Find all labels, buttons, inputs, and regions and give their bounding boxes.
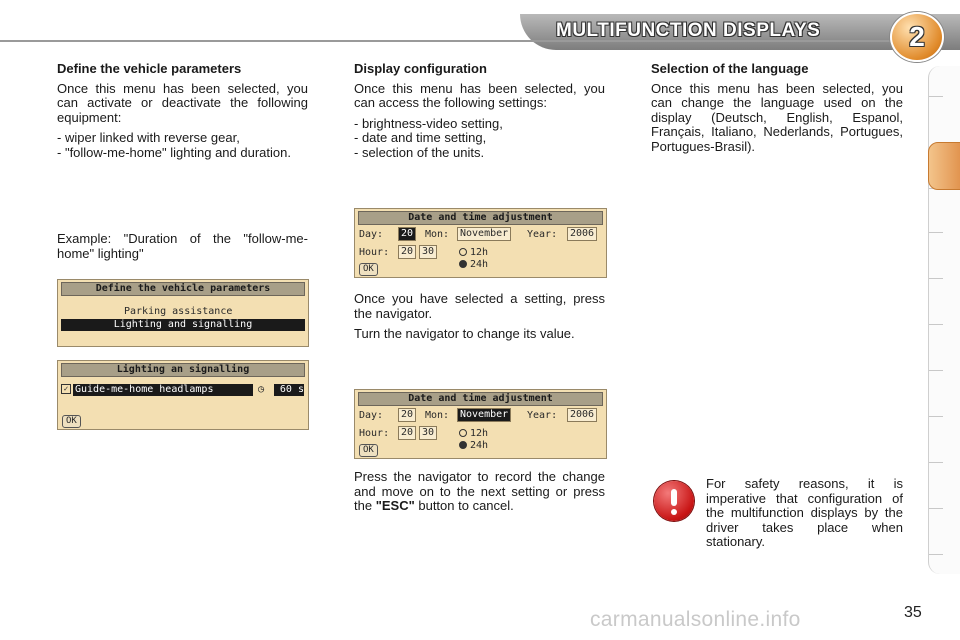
page-title: MULTIFUNCTION DISPLAYS	[556, 20, 821, 41]
month-value: November	[457, 227, 511, 241]
list-item: - selection of the units.	[354, 146, 605, 161]
tab-divider	[929, 96, 943, 97]
tab-divider	[929, 416, 943, 417]
paragraph: Press the navigator to record the change and move on to the next setting or press the "ESC" button to cancel.	[354, 469, 605, 513]
column-vehicle-parameters	[57, 62, 308, 160]
menu-option-selected: Lighting and signalling	[61, 319, 305, 331]
paragraph: Once this menu has been selected, you can change the language used on the display (Deutsch, English, Espanol, Français, Italiano, Nederlands, Portugues, Portugues-Brasil).	[651, 80, 903, 154]
screen-date-time-2	[354, 389, 607, 459]
paragraph: Once you have selected a setting, press the navigator.	[354, 291, 605, 321]
tab-divider	[929, 508, 943, 509]
paragraph: Once this menu has been selected, you can activate or deactivate the following equipment:	[57, 80, 308, 125]
radio-selected-icon	[459, 441, 467, 449]
format-24h: 24h	[459, 440, 488, 451]
chapter-badge: 2	[890, 12, 944, 62]
year-value: 2006	[567, 408, 597, 422]
month-label: Mon:	[425, 410, 450, 421]
tab-divider	[929, 370, 943, 371]
page-number: 35	[904, 604, 922, 621]
ok-button: OK	[359, 263, 378, 276]
column-display-config-steps	[354, 292, 605, 348]
list-item: - "follow-me-home" lighting and duration.	[57, 146, 308, 161]
day-value: 20	[398, 227, 416, 241]
year-label: Year:	[527, 410, 558, 421]
minute-value: 30	[419, 245, 437, 259]
paragraph: Turn the navigator to change its value.	[354, 326, 575, 341]
format-12h: 12h	[459, 247, 488, 258]
tab-divider	[929, 462, 943, 463]
watermark: carmanualsonline.info	[590, 608, 801, 631]
month-value-selected: November	[457, 408, 511, 422]
radio-icon	[459, 248, 467, 256]
setting-selected: Guide-me-home headlamps	[73, 384, 253, 396]
hour-label: Hour:	[359, 428, 390, 439]
hour-value: 20	[398, 245, 416, 259]
checkbox-icon: ✓	[61, 384, 71, 394]
month-label: Mon:	[425, 229, 450, 240]
section-heading: Selection of the language	[651, 61, 809, 76]
screen-define-parameters	[57, 279, 309, 347]
day-label: Day:	[359, 229, 384, 240]
screen-lighting	[57, 360, 309, 430]
hour-label: Hour:	[359, 247, 390, 258]
column-display-config-record	[354, 470, 605, 520]
section-heading: Define the vehicle parameters	[57, 61, 242, 76]
list-item: - date and time setting,	[354, 131, 605, 146]
screen-title: Lighting an signalling	[61, 363, 305, 377]
clock-icon: ◷	[258, 384, 265, 395]
paragraph: Once this menu has been selected, you can access the following settings:	[354, 80, 605, 110]
menu-option: Parking assistance	[124, 306, 233, 317]
tab-divider	[929, 554, 943, 555]
warning-text: For safety reasons, it is imperative that configuration of the multifunction displays by the driver takes place when stationary.	[706, 476, 903, 549]
tab-divider	[929, 232, 943, 233]
hour-value: 20	[398, 426, 416, 440]
radio-icon	[459, 429, 467, 437]
tab-divider	[929, 324, 943, 325]
ok-button: OK	[62, 415, 81, 428]
safety-warning	[706, 477, 903, 556]
list-item: - brightness-video setting,	[354, 117, 605, 132]
day-value: 20	[398, 408, 416, 422]
day-label: Day:	[359, 410, 384, 421]
year-label: Year:	[527, 229, 558, 240]
year-value: 2006	[567, 227, 597, 241]
screen-date-time-1	[354, 208, 607, 278]
setting-value: 60 s	[274, 384, 304, 396]
example-caption: Example: "Duration of the "follow-me-home" lighting"	[57, 231, 308, 261]
format-24h: 24h	[459, 259, 488, 270]
column-display-config	[354, 62, 605, 160]
section-heading: Display configuration	[354, 61, 487, 76]
settings-list	[354, 117, 605, 161]
list-item: - wiper linked with reverse gear,	[57, 131, 308, 146]
ok-button: OK	[359, 444, 378, 457]
screen-title: Date and time adjustment	[358, 392, 603, 406]
minute-value: 30	[419, 426, 437, 440]
column-example	[57, 232, 308, 267]
screen-title: Date and time adjustment	[358, 211, 603, 225]
radio-selected-icon	[459, 260, 467, 268]
chapter-tab-active[interactable]	[928, 142, 960, 190]
column-language	[651, 62, 903, 160]
tab-divider	[929, 278, 943, 279]
format-12h: 12h	[459, 428, 488, 439]
warning-icon	[654, 481, 694, 521]
equipment-list	[57, 131, 308, 160]
screen-title: Define the vehicle parameters	[61, 282, 305, 296]
esc-label: "ESC"	[375, 498, 415, 513]
